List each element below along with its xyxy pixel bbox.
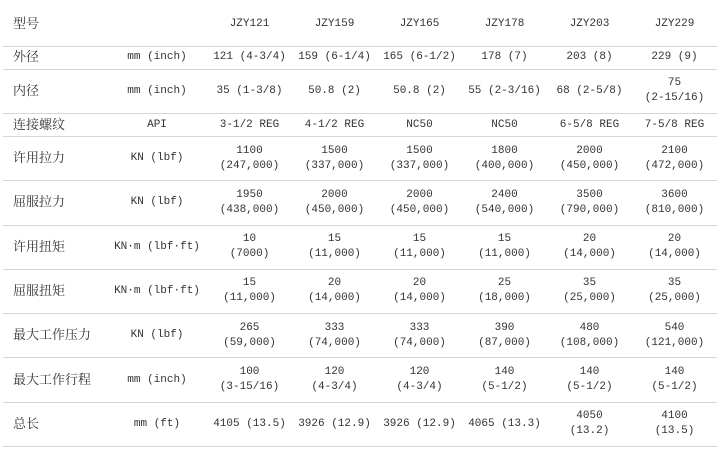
value-line: 140 (494, 366, 515, 379)
value-line: 333 (324, 321, 345, 334)
value-cell (207, 269, 292, 313)
value-line: 1500 (321, 144, 348, 157)
value-cell (377, 358, 462, 402)
value-line: 3926 (12.9) (383, 417, 456, 430)
param-unit: API (107, 114, 207, 137)
spec-row (3, 181, 717, 225)
value-line: (11,000) (393, 248, 446, 261)
param-name: 最大工作压力 (3, 314, 107, 358)
value-line: (87,000) (478, 336, 531, 349)
value-cell (462, 358, 547, 402)
value-line: 480 (579, 321, 600, 334)
value-line: 2100 (661, 144, 688, 157)
value-cell (547, 47, 632, 70)
param-name: 屈服拉力 (3, 181, 107, 225)
value-line: (11,000) (478, 248, 531, 261)
spec-row (3, 314, 717, 358)
value-line: (540,000) (474, 203, 535, 216)
spec-row (3, 225, 717, 269)
value-cell (377, 114, 462, 137)
value-cell (547, 225, 632, 269)
value-cell (292, 114, 377, 137)
param-name: 总长 (3, 402, 107, 446)
value-cell (547, 358, 632, 402)
spec-row (3, 136, 717, 180)
value-line: (14,000) (648, 248, 701, 261)
param-name: 外径 (3, 47, 107, 70)
value-line: (11,000) (308, 248, 361, 261)
param-unit: mm (inch) (107, 47, 207, 70)
value-line: 1500 (406, 144, 433, 157)
value-line: (5-1/2) (481, 381, 528, 394)
value-line: 178 (7) (481, 51, 528, 64)
value-cell (462, 69, 547, 113)
value-line: (2-15/16) (644, 92, 705, 105)
value-line: 20 (412, 277, 427, 290)
value-line: 121 (4-3/4) (213, 51, 286, 64)
value-cell (547, 114, 632, 137)
value-line: 20 (327, 277, 342, 290)
value-cell (292, 314, 377, 358)
model-header: JZY178 (462, 2, 547, 47)
value-line: (14,000) (563, 248, 616, 261)
value-line: 20 (667, 233, 682, 246)
value-cell (462, 402, 547, 446)
value-line: (450,000) (304, 203, 365, 216)
model-header: JZY165 (377, 2, 462, 47)
value-line: (4-3/4) (396, 381, 443, 394)
value-line: 6-5/8 REG (559, 118, 620, 131)
value-line: 35 (1-3/8) (216, 84, 283, 97)
value-cell (207, 358, 292, 402)
value-cell (462, 225, 547, 269)
value-line: 540 (664, 321, 685, 334)
value-cell (547, 314, 632, 358)
value-line: (450,000) (389, 203, 450, 216)
value-line: (450,000) (559, 159, 620, 172)
value-cell (462, 114, 547, 137)
value-line: NC50 (406, 118, 433, 131)
value-cell (292, 358, 377, 402)
value-line: 333 (409, 321, 430, 334)
value-cell (292, 136, 377, 180)
model-header: JZY229 (632, 2, 717, 47)
model-header-label: 型号 (3, 2, 107, 47)
value-cell (377, 225, 462, 269)
value-line: 20 (582, 233, 597, 246)
value-cell (547, 181, 632, 225)
spec-table-body (3, 2, 717, 447)
spec-row (3, 114, 717, 137)
value-cell (292, 402, 377, 446)
value-line: 7-5/8 REG (644, 118, 705, 131)
value-line: 4100 (661, 410, 688, 423)
value-cell (207, 314, 292, 358)
value-line: 35 (667, 277, 682, 290)
value-cell (547, 69, 632, 113)
spec-row (3, 402, 717, 446)
value-line: 10 (242, 233, 257, 246)
value-line: 229 (9) (651, 51, 698, 64)
value-line: 35 (582, 277, 597, 290)
value-line: (13.5) (654, 425, 695, 438)
value-line: 100 (239, 366, 260, 379)
value-cell (377, 402, 462, 446)
value-cell (207, 69, 292, 113)
value-cell (377, 136, 462, 180)
value-line: 390 (494, 321, 515, 334)
value-line: 1800 (491, 144, 518, 157)
param-unit: mm (ft) (107, 402, 207, 446)
value-line: (5-1/2) (566, 381, 613, 394)
value-line: 50.8 (2) (393, 84, 446, 97)
value-line: (337,000) (389, 159, 450, 172)
value-line: 2400 (491, 188, 518, 201)
value-cell (207, 402, 292, 446)
value-line: NC50 (491, 118, 518, 131)
value-line: (13.2) (569, 425, 610, 438)
param-name: 屈服扭矩 (3, 269, 107, 313)
value-line: 265 (239, 321, 260, 334)
model-header: JZY159 (292, 2, 377, 47)
value-cell (292, 69, 377, 113)
param-unit: KN·m (lbf·ft) (107, 225, 207, 269)
value-line: (247,000) (219, 159, 280, 172)
spec-row (3, 269, 717, 313)
value-cell (292, 181, 377, 225)
value-line: (18,000) (478, 292, 531, 305)
param-unit: mm (inch) (107, 358, 207, 402)
value-line: 165 (6-1/2) (383, 51, 456, 64)
spec-row (3, 358, 717, 402)
param-name: 最大工作行程 (3, 358, 107, 402)
value-line: 140 (664, 366, 685, 379)
value-line: 3500 (576, 188, 603, 201)
value-cell (462, 136, 547, 180)
param-unit: KN (lbf) (107, 314, 207, 358)
value-line: (810,000) (644, 203, 705, 216)
param-unit: KN (lbf) (107, 136, 207, 180)
param-name: 许用拉力 (3, 136, 107, 180)
value-cell (632, 358, 717, 402)
param-name: 许用扭矩 (3, 225, 107, 269)
value-cell (377, 181, 462, 225)
value-line: (59,000) (223, 336, 276, 349)
value-line: (121,000) (644, 336, 705, 349)
value-line: 140 (579, 366, 600, 379)
value-line: 4065 (13.3) (468, 417, 541, 430)
value-cell (632, 136, 717, 180)
value-line: (14,000) (308, 292, 361, 305)
value-cell (207, 114, 292, 137)
value-cell (207, 136, 292, 180)
spec-row (3, 69, 717, 113)
value-line: 55 (2-3/16) (468, 84, 541, 97)
value-line: 2000 (321, 188, 348, 201)
value-line: (74,000) (393, 336, 446, 349)
value-line: (5-1/2) (651, 381, 698, 394)
value-line: (790,000) (559, 203, 620, 216)
value-cell (547, 136, 632, 180)
value-cell (632, 402, 717, 446)
value-cell (462, 314, 547, 358)
value-cell (377, 269, 462, 313)
value-line: 15 (497, 233, 512, 246)
value-cell (292, 225, 377, 269)
value-cell (462, 181, 547, 225)
value-cell (207, 47, 292, 70)
value-line: (472,000) (644, 159, 705, 172)
value-cell (632, 269, 717, 313)
value-line: 68 (2-5/8) (556, 84, 623, 97)
value-cell (377, 47, 462, 70)
value-line: 15 (412, 233, 427, 246)
param-name: 内径 (3, 69, 107, 113)
value-cell (632, 114, 717, 137)
value-line: 75 (667, 77, 682, 90)
value-cell (377, 69, 462, 113)
value-line: (4-3/4) (311, 381, 358, 394)
value-cell (547, 402, 632, 446)
value-line: 2000 (406, 188, 433, 201)
value-line: 3600 (661, 188, 688, 201)
value-line: 120 (409, 366, 430, 379)
value-cell (207, 225, 292, 269)
value-line: 50.8 (2) (308, 84, 361, 97)
param-unit: KN (lbf) (107, 181, 207, 225)
param-name: 连接螺纹 (3, 114, 107, 137)
value-cell (632, 181, 717, 225)
value-line: 4050 (576, 410, 603, 423)
unit-header-cell (107, 2, 207, 47)
value-line: (438,000) (219, 203, 280, 216)
spec-row (3, 47, 717, 70)
header-row (3, 2, 717, 47)
value-cell (462, 47, 547, 70)
value-line: 4-1/2 REG (304, 118, 365, 131)
value-cell (207, 181, 292, 225)
value-line: 15 (242, 277, 257, 290)
value-line: (74,000) (308, 336, 361, 349)
model-header: JZY203 (547, 2, 632, 47)
value-line: (7000) (229, 248, 270, 261)
value-line: 15 (327, 233, 342, 246)
value-line: (108,000) (559, 336, 620, 349)
value-line: (14,000) (393, 292, 446, 305)
value-cell (292, 47, 377, 70)
value-line: 4105 (13.5) (213, 417, 286, 430)
value-line: 2000 (576, 144, 603, 157)
value-line: (11,000) (223, 292, 276, 305)
value-line: (25,000) (563, 292, 616, 305)
value-line: 3926 (12.9) (298, 417, 371, 430)
value-line: 25 (497, 277, 512, 290)
value-line: (400,000) (474, 159, 535, 172)
value-line: (3-15/16) (219, 381, 280, 394)
value-cell (462, 269, 547, 313)
value-line: 120 (324, 366, 345, 379)
param-unit: KN·m (lbf·ft) (107, 269, 207, 313)
value-line: 1100 (236, 144, 263, 157)
value-line: 3-1/2 REG (219, 118, 280, 131)
value-cell (292, 269, 377, 313)
value-line: (25,000) (648, 292, 701, 305)
model-header: JZY121 (207, 2, 292, 47)
value-cell (632, 225, 717, 269)
value-cell (377, 314, 462, 358)
value-line: 1950 (236, 188, 263, 201)
value-line: 203 (8) (566, 51, 613, 64)
value-line: (337,000) (304, 159, 365, 172)
value-cell (547, 269, 632, 313)
value-cell (632, 47, 717, 70)
param-unit: mm (inch) (107, 69, 207, 113)
value-line: 159 (6-1/4) (298, 51, 371, 64)
value-cell (632, 69, 717, 113)
value-cell (632, 314, 717, 358)
spec-table (3, 2, 717, 447)
